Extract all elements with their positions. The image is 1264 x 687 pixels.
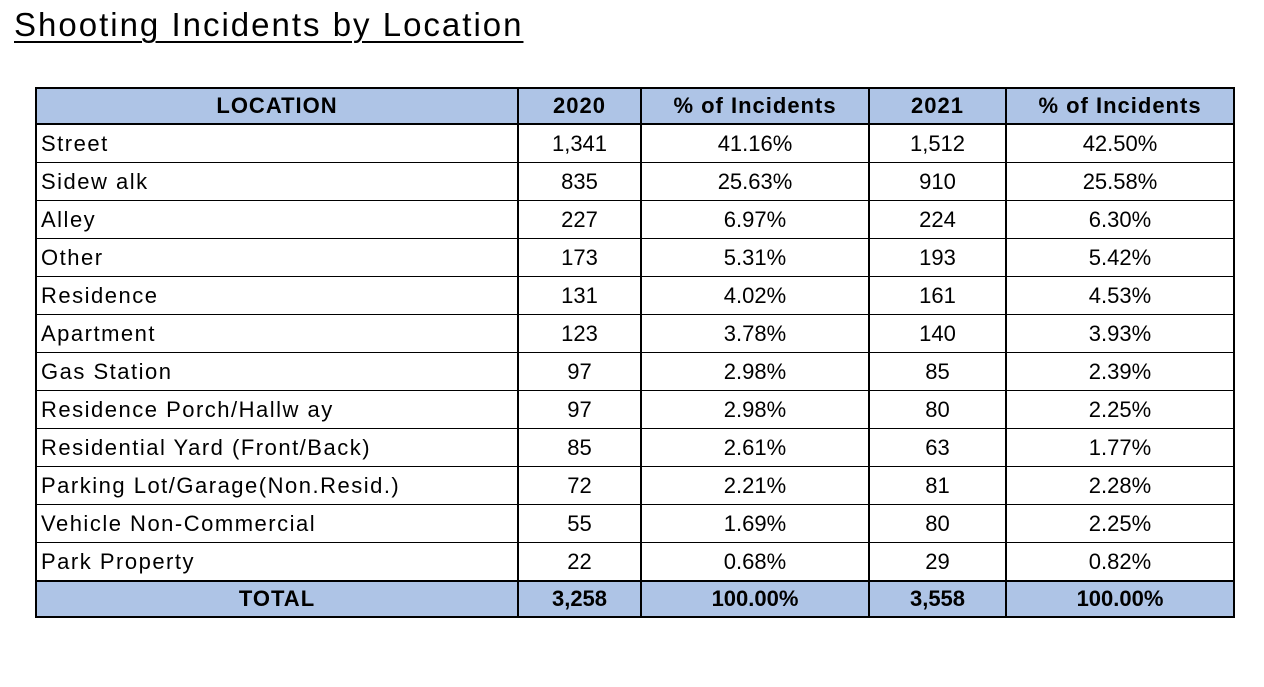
location-cell: Gas Station	[36, 353, 518, 391]
location-cell: Residence	[36, 277, 518, 315]
count-2021-cell: 29	[869, 543, 1006, 582]
pct-2020-cell: 1.69%	[641, 505, 869, 543]
count-2021-cell: 80	[869, 391, 1006, 429]
pct-2021-cell: 2.25%	[1006, 391, 1234, 429]
count-2020-cell: 227	[518, 201, 641, 239]
pct-2021-cell: 1.77%	[1006, 429, 1234, 467]
count-2020-cell: 72	[518, 467, 641, 505]
pct-2020-cell: 2.61%	[641, 429, 869, 467]
count-2020-cell: 131	[518, 277, 641, 315]
table-row	[36, 467, 1234, 505]
count-2020-cell: 85	[518, 429, 641, 467]
count-2020-cell: 97	[518, 353, 641, 391]
pct-2020-cell: 25.63%	[641, 163, 869, 201]
total-pct-2021-cell: 100.00%	[1006, 581, 1234, 617]
pct-2020-cell: 41.16%	[641, 124, 869, 163]
count-2020-cell: 173	[518, 239, 641, 277]
header-pct-2021: % of Incidents	[1006, 88, 1234, 124]
table-row	[36, 391, 1234, 429]
pct-2020-cell: 2.98%	[641, 391, 869, 429]
pct-2021-cell: 2.25%	[1006, 505, 1234, 543]
location-cell: Parking Lot/Garage(Non.Resid.)	[36, 467, 518, 505]
header-location: LOCATION	[36, 88, 518, 124]
table-row	[36, 315, 1234, 353]
table-row	[36, 277, 1234, 315]
pct-2021-cell: 3.93%	[1006, 315, 1234, 353]
header-pct-2020: % of Incidents	[641, 88, 869, 124]
pct-2021-cell: 0.82%	[1006, 543, 1234, 582]
total-row	[36, 581, 1234, 617]
location-cell: Apartment	[36, 315, 518, 353]
count-2021-cell: 161	[869, 277, 1006, 315]
table-row	[36, 429, 1234, 467]
pct-2021-cell: 6.30%	[1006, 201, 1234, 239]
count-2021-cell: 1,512	[869, 124, 1006, 163]
pct-2020-cell: 5.31%	[641, 239, 869, 277]
count-2020-cell: 1,341	[518, 124, 641, 163]
location-cell: Residence Porch/Hallw ay	[36, 391, 518, 429]
count-2021-cell: 224	[869, 201, 1006, 239]
total-2021-cell: 3,558	[869, 581, 1006, 617]
header-row	[36, 88, 1234, 124]
table-row	[36, 353, 1234, 391]
location-cell: Residential Yard (Front/Back)	[36, 429, 518, 467]
count-2020-cell: 97	[518, 391, 641, 429]
total-2020-cell: 3,258	[518, 581, 641, 617]
count-2020-cell: 835	[518, 163, 641, 201]
pct-2020-cell: 3.78%	[641, 315, 869, 353]
header-2020: 2020	[518, 88, 641, 124]
total-pct-2020-cell: 100.00%	[641, 581, 869, 617]
pct-2021-cell: 2.28%	[1006, 467, 1234, 505]
count-2021-cell: 193	[869, 239, 1006, 277]
pct-2021-cell: 42.50%	[1006, 124, 1234, 163]
pct-2021-cell: 2.39%	[1006, 353, 1234, 391]
count-2021-cell: 80	[869, 505, 1006, 543]
count-2020-cell: 123	[518, 315, 641, 353]
pct-2021-cell: 25.58%	[1006, 163, 1234, 201]
location-cell: Vehicle Non-Commercial	[36, 505, 518, 543]
pct-2020-cell: 4.02%	[641, 277, 869, 315]
pct-2021-cell: 4.53%	[1006, 277, 1234, 315]
pct-2020-cell: 6.97%	[641, 201, 869, 239]
pct-2020-cell: 0.68%	[641, 543, 869, 582]
count-2021-cell: 910	[869, 163, 1006, 201]
count-2021-cell: 63	[869, 429, 1006, 467]
count-2020-cell: 22	[518, 543, 641, 582]
count-2021-cell: 140	[869, 315, 1006, 353]
pct-2020-cell: 2.98%	[641, 353, 869, 391]
incidents-table	[35, 87, 1235, 618]
count-2021-cell: 81	[869, 467, 1006, 505]
pct-2020-cell: 2.21%	[641, 467, 869, 505]
location-cell: Sidew alk	[36, 163, 518, 201]
pct-2021-cell: 5.42%	[1006, 239, 1234, 277]
location-cell: Street	[36, 124, 518, 163]
location-cell: Park Property	[36, 543, 518, 582]
table-row	[36, 239, 1234, 277]
location-cell: Other	[36, 239, 518, 277]
count-2021-cell: 85	[869, 353, 1006, 391]
page-title: Shooting Incidents by Location	[14, 6, 524, 43]
table-row	[36, 543, 1234, 582]
count-2020-cell: 55	[518, 505, 641, 543]
total-label: TOTAL	[36, 581, 518, 617]
table-row	[36, 163, 1234, 201]
location-cell: Alley	[36, 201, 518, 239]
table-row	[36, 505, 1234, 543]
table-row	[36, 201, 1234, 239]
table-row	[36, 124, 1234, 163]
header-2021: 2021	[869, 88, 1006, 124]
